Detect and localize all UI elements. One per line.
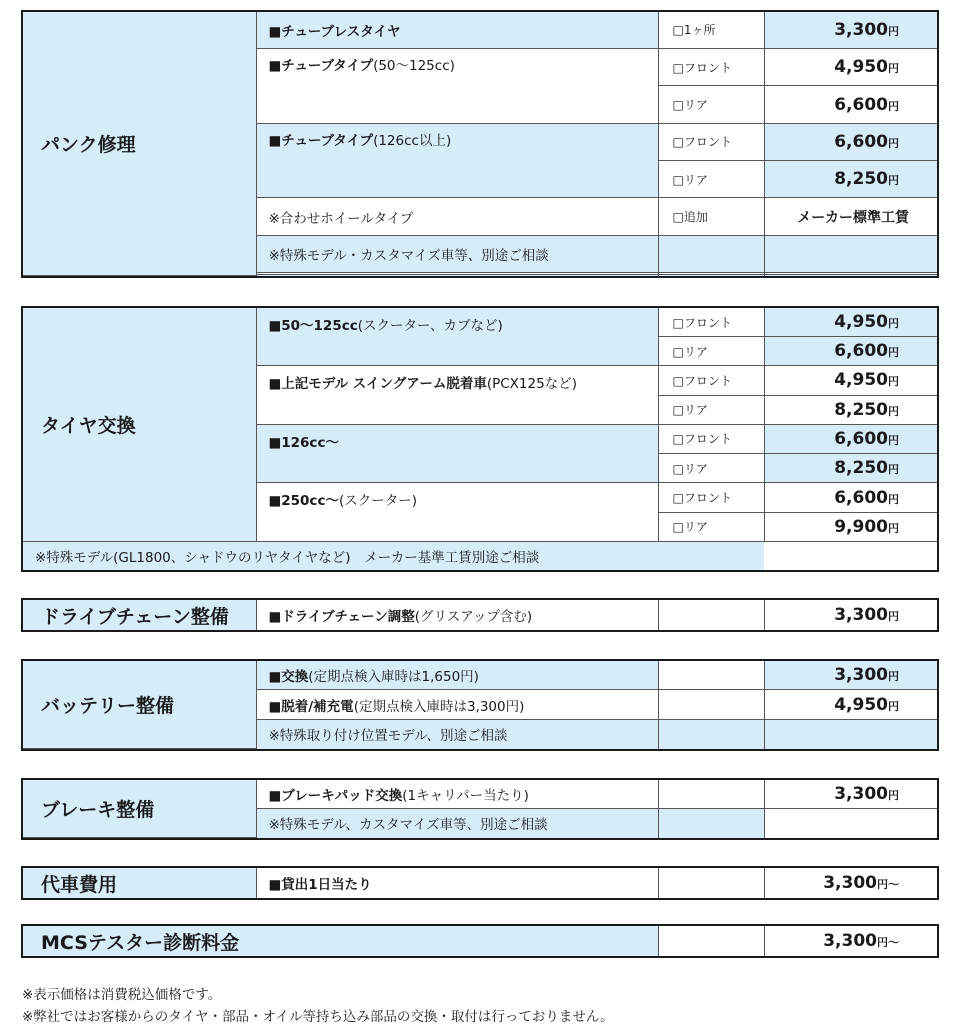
tire-exchange-section xyxy=(21,306,939,572)
price-cell: 3,300円 xyxy=(764,780,937,809)
item-cell: ■250cc〜(スクーター) xyxy=(256,483,658,542)
price-cell: 3,300円〜 xyxy=(764,926,937,956)
item-cell xyxy=(256,275,658,276)
item-cell: ■チューブタイプ(50〜125cc) xyxy=(256,48,658,123)
price-cell: 8,250円 xyxy=(764,454,937,483)
price-cell: 4,950円 xyxy=(764,48,937,85)
price-cell: 6,600円 xyxy=(764,337,937,366)
position-cell xyxy=(658,926,764,956)
price-cell: 4,950円 xyxy=(764,690,937,720)
drive-chain-section xyxy=(21,598,939,632)
item-cell: ■チューブレスタイヤ xyxy=(256,12,658,48)
price-cell: 6,600円 xyxy=(764,123,937,160)
position-cell: □フロント xyxy=(658,308,764,337)
position-cell: □リア xyxy=(658,161,764,198)
position-cell xyxy=(658,690,764,720)
position-cell xyxy=(658,720,764,749)
tire-exchange-table xyxy=(23,308,937,570)
position-cell: □リア xyxy=(658,512,764,541)
position-cell: □フロント xyxy=(658,366,764,395)
item-cell: ■脱着/補充電(定期点検入庫時は3,300円) xyxy=(256,690,658,720)
loaner-table xyxy=(23,868,937,898)
mcs-table xyxy=(23,926,937,956)
battery-category: バッテリー整備 xyxy=(23,661,256,749)
price-cell: 3,300円 xyxy=(764,661,937,690)
tax-note: ※表示価格は消費税込価格です。 xyxy=(22,987,222,1003)
price-cell: 6,600円 xyxy=(764,424,937,453)
price-cell: 8,250円 xyxy=(764,395,937,424)
position-cell: □1ヶ所 xyxy=(658,12,764,48)
price-cell xyxy=(764,235,937,272)
item-cell: ■上記モデル スイングアーム脱着車(PCX125など) xyxy=(256,366,658,425)
position-cell xyxy=(658,780,764,809)
price-cell: 6,600円 xyxy=(764,483,937,512)
position-cell xyxy=(658,600,764,630)
position-cell xyxy=(658,868,764,898)
position-cell xyxy=(658,809,764,838)
position-cell: □フロント xyxy=(658,48,764,85)
position-cell: □リア xyxy=(658,454,764,483)
price-cell xyxy=(764,275,937,276)
position-cell xyxy=(658,275,764,276)
item-cell: ■ドライブチェーン調整(グリスアップ含む) xyxy=(256,600,658,630)
item-cell: ■チューブタイプ(126cc以上) xyxy=(256,123,658,198)
item-cell: ■ブレーキパッド交換(1キャリパー当たり) xyxy=(256,780,658,809)
puncture-repair-table xyxy=(23,12,937,276)
price-cell: 4,950円 xyxy=(764,366,937,395)
mcs-section xyxy=(21,924,939,958)
position-cell: □リア xyxy=(658,395,764,424)
position-cell: □フロント xyxy=(658,123,764,160)
drive-chain-table xyxy=(23,600,937,630)
price-cell: 8,250円 xyxy=(764,161,937,198)
position-cell xyxy=(658,235,764,272)
battery-table xyxy=(23,661,937,749)
brake-category: ブレーキ整備 xyxy=(23,780,256,838)
price-cell: 4,950円 xyxy=(764,308,937,337)
price-cell xyxy=(764,809,937,838)
price-cell: 3,300円 xyxy=(764,12,937,48)
position-cell: □追加 xyxy=(658,198,764,235)
position-cell: □フロント xyxy=(658,483,764,512)
item-cell: ■50〜125cc(スクーター、カブなど) xyxy=(256,308,658,366)
price-cell xyxy=(764,720,937,749)
price-cell: 9,900円 xyxy=(764,512,937,541)
puncture-repair-section xyxy=(21,10,939,278)
price-cell: メーカー標準工賃 xyxy=(764,198,937,235)
price-cell: 6,600円 xyxy=(764,86,937,123)
item-cell: ■交換(定期点検入庫時は1,650円) xyxy=(256,661,658,690)
item-cell: ■126cc〜 xyxy=(256,424,658,483)
position-cell: □リア xyxy=(658,337,764,366)
item-cell: ■貸出1日当たり xyxy=(256,868,658,898)
drive-chain-category: ドライブチェーン整備 xyxy=(23,600,256,630)
price-cell: 3,300円 xyxy=(764,600,937,630)
item-cell: ※合わせホイールタイプ xyxy=(256,198,658,235)
loaner-section xyxy=(21,866,939,900)
mcs-category: MCSテスター診断料金 xyxy=(23,926,658,956)
price-cell: 3,300円〜 xyxy=(764,868,937,898)
battery-section xyxy=(21,659,939,751)
brake-table xyxy=(23,780,937,838)
item-cell: ※特殊取り付け位置モデル、別途ご相談 xyxy=(256,720,658,749)
position-cell xyxy=(658,661,764,690)
position-cell: □フロント xyxy=(658,424,764,453)
item-cell: ※特殊モデル、カスタマイズ車等、別途ご相談 xyxy=(256,809,658,838)
puncture-repair-category: パンク修理 xyxy=(23,12,256,276)
tire-footnote: ※特殊モデル(GL1800、シャドウのリヤタイヤなど) メーカー基準工賃別途ご相談 xyxy=(23,541,764,570)
parts-note: ※弊社ではお客様からのタイヤ・部品・オイル等持ち込み部品の交換・取付は行っておりません。 xyxy=(22,1009,614,1025)
position-cell: □リア xyxy=(658,86,764,123)
tire-exchange-category: タイヤ交換 xyxy=(23,308,256,541)
brake-section xyxy=(21,778,939,840)
loaner-category: 代車費用 xyxy=(23,868,256,898)
item-cell: ※特殊モデル・カスタマイズ車等、別途ご相談 xyxy=(256,235,658,272)
